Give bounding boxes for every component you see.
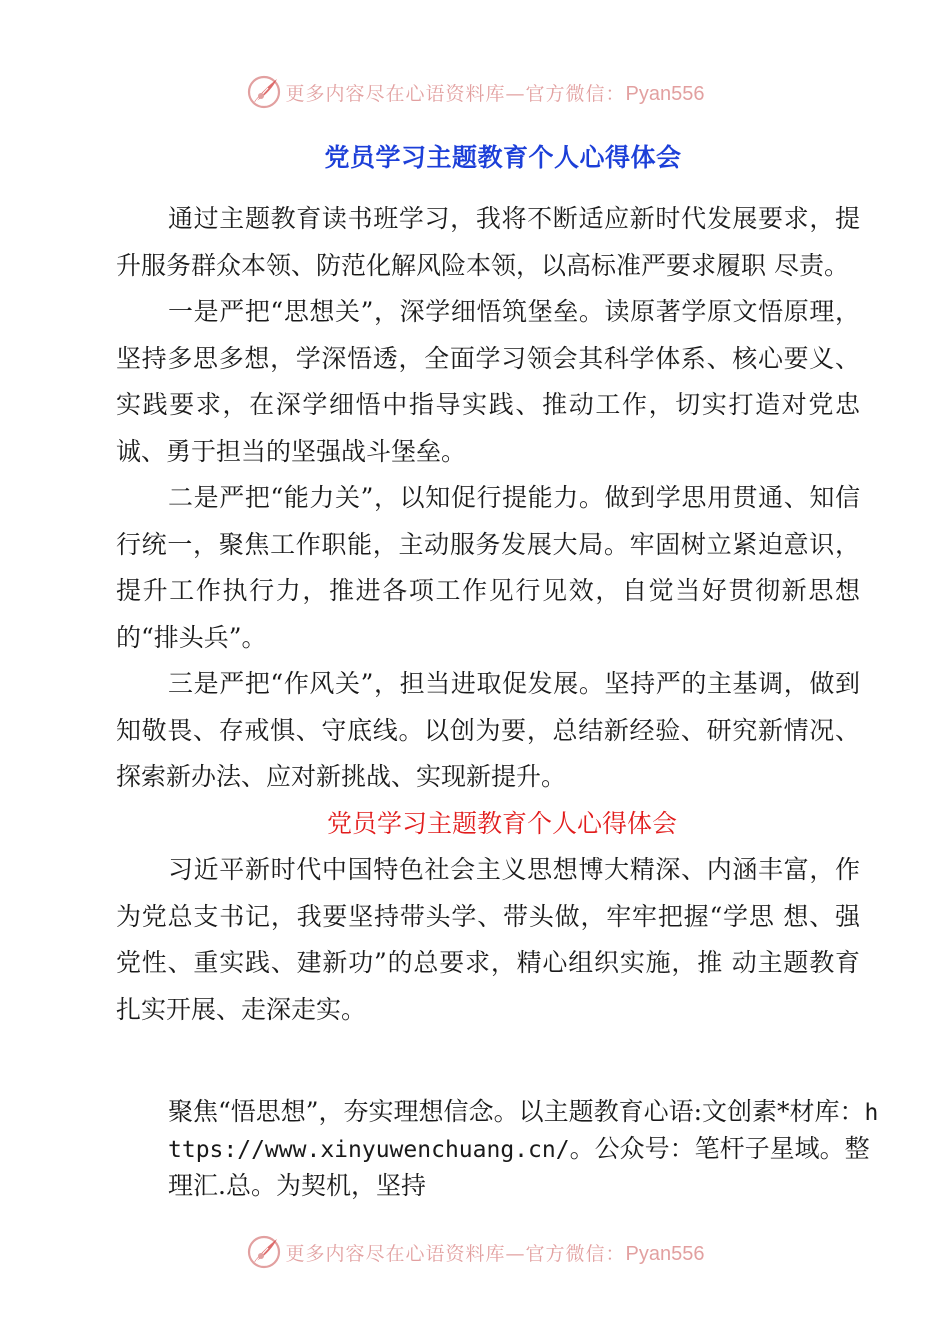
header-banner xyxy=(0,72,950,112)
feather-pen-logo-icon xyxy=(246,74,282,110)
banner-brand: Pyan556 xyxy=(625,1242,705,1265)
paragraph-point-2: 二是严把“能力关”，以知促行提能力。做到学思用贯通、知信行统一，聚焦工作职能，主动服务发展大局。牢固树立紧迫意识，提升工作执行力，推进各项工作见行见效，自觉当好贯彻新思想的“排头兵”。 xyxy=(116,483,860,652)
page-title: 党员学习主题教育个人心得体会 xyxy=(324,143,682,172)
banner-brand: Pyan556 xyxy=(625,82,705,105)
paragraph-section-2: 习近平新时代中国特色社会主义思想博大精深、内涵丰富，作为党总支书记，我要坚持带头学、带头做，牢牢把握“学思 想、强党性、重实践、建新功”的总要求，精心组织实施，推 动主题教育扎实开展、走深走实。 xyxy=(116,855,860,1024)
feather-pen-logo-icon xyxy=(246,1234,282,1270)
last-text-2: 。公众号：笔杆子星域。整理汇.总。为契机，坚持 xyxy=(168,1134,870,1200)
footer-banner xyxy=(0,1232,950,1272)
paragraph-point-3: 三是严把“作风关”，担当进取促发展。坚持严的主基调，做到知敬畏、存戒惧、守底线。以创为要，总结新经验、研究新情况、探索新办法、应对新挑战、实现新提升。 xyxy=(116,669,860,791)
source-link[interactable]: https://www.xinyuwenchuang.cn/ xyxy=(168,1100,879,1163)
section-title: 党员学习主题教育个人心得体会 xyxy=(326,808,677,838)
paragraph-point-1: 一是严把“思想关”，深学细悟筑堡垒。读原著学原文悟原理，坚持多思多想，学深悟透，全面学习领会其科学体系、核心要义、实践要求，在深学细悟中指导实践、推动工作，切实打造对党忠诚、勇于担当的坚强战斗堡垒。 xyxy=(116,297,860,466)
paragraph-intro: 通过主题教育读书班学习，我将不断适应新时代发展要求，提升服务群众本领、防范化解风险本领，以高标准严要求履职 尽责。 xyxy=(116,204,860,280)
paragraph-last xyxy=(168,1094,880,1204)
banner-text: 更多内容尽在心语资料库—官方微信：Pyan556 xyxy=(285,1242,705,1265)
document-body xyxy=(116,196,860,1033)
last-text-1: 聚焦“悟思想”，夯实理想信念。以主题教育心语:文创素*材库： xyxy=(168,1097,865,1126)
banner-text: 更多内容尽在心语资料库—官方微信：Pyan556 xyxy=(285,82,705,105)
